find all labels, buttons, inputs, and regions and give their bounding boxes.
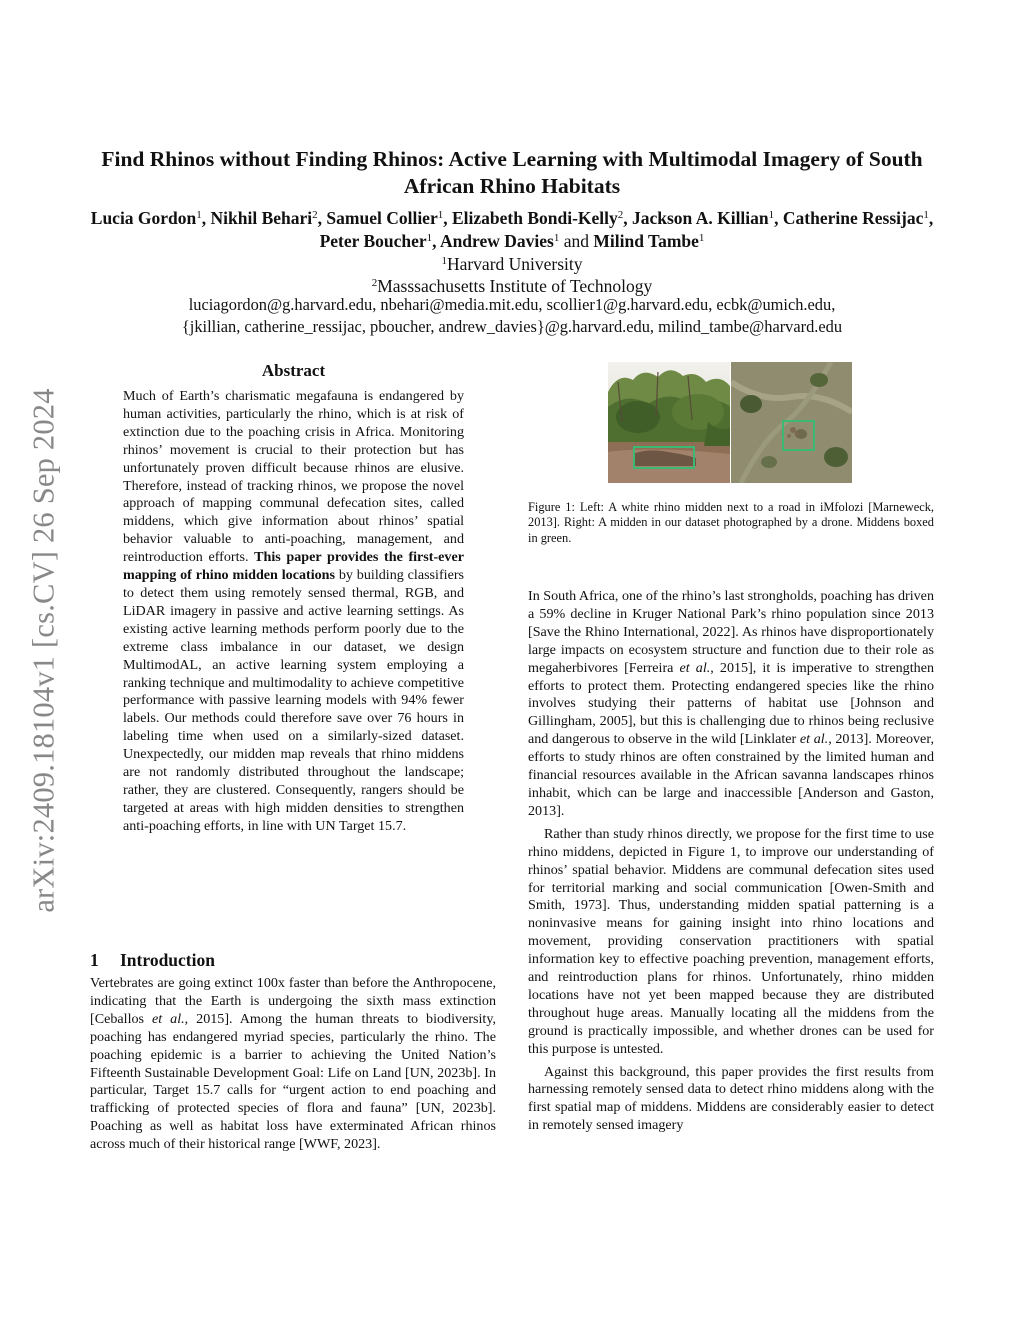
affil-marker: 1 — [441, 255, 447, 267]
affil-marker: 1 — [196, 209, 202, 221]
midden-box-left — [633, 446, 695, 469]
author-list: Lucia Gordon$^1$, Nikhil Behari$^2$, Samuel Collier$^1$, Elizabeth Bondi-Kelly$^2$, Jackson A. Killian$^1$, Catherine Ressijac$^1$, Peter Boucher$^1$, Andrew Davies$^1$ and Milind Tambe$^1$ — [90, 208, 934, 251]
midden-box-right — [782, 420, 815, 451]
midden-ground-photo — [608, 362, 730, 483]
right-paragraph-2: Rather than study rhinos directly, we propose for the first time to use rhino middens, depicted in Figure 1, to improve our understanding of rhinos’ spatial behavior. Middens are communal defecation sites used for territorial marking and social communication [Owen-Smith and Smith, 1973]. Thus, understanding midden spatial patterning is a noninvasive means for gaining insight into rhino locations and movement, providing conservation practitioners with spatial information key to effective poaching prevention, management efforts, and reintroduction plans for rhinos. Unfortunately, rhino midden locations have not yet been mapped because they are distributed throughout huge areas. Manually locating all the middens from the ground is practically impossible, and whether drones can be used for this purpose is untested. — [528, 825, 934, 1057]
midden-drone-photo — [731, 362, 852, 483]
author-davies: Andrew Davies — [439, 231, 554, 251]
intro-text-2: , 2015]. Among the human threats to biodiversity, poaching has endangered myriad species, particularly the rhino. The poaching epidemic is a barrier to achieving the United Nation’s Fifteenth Sustainable Development Goal: Life on Land [UN, 2023b]. In particular, Target 15.7 calls for “urgent action to end poaching and trafficking of protected species of flora and fauna” [UN, 2023b]. Poaching as well as habitat loss have exterminated African rhinos across much of their historical range [WWF, 2023]. — [90, 1010, 496, 1153]
right-text-2: , 2015], it is imperative to strengthen efforts to protect them. Protecting endangered species like the rhino involves studying their patterns of habitat use [Johnson and Gillingham, 2005], but this is challenging due to rhinos being reclusive and dangerous to observe in the wild [Linklater — [528, 659, 934, 748]
right-paragraph-1 — [528, 588, 934, 821]
affil-marker: 2 — [312, 209, 318, 221]
intro-paragraph — [90, 975, 496, 1154]
affil-marker: 2 — [617, 209, 624, 221]
author-tambe: Milind Tambe — [593, 231, 699, 251]
affiliation-1 — [86, 253, 938, 275]
author-killian: Jackson A. Killian — [632, 208, 769, 228]
figure-1 — [608, 362, 852, 483]
et-al: et al. — [152, 1010, 185, 1027]
abstract-heading: Abstract — [261, 361, 326, 380]
author-collier: Samuel Collier — [326, 208, 438, 228]
affil-marker: 1 — [553, 232, 560, 244]
email-line-2: {jkillian, catherine_ressijac, pboucher, andrew_davies}@g.harvard.edu, milind_tambe@harvard.edu — [181, 317, 843, 336]
affil-marker: 1 — [698, 232, 705, 244]
affil-marker: 1 — [426, 232, 433, 244]
author-ressijac: Catherine Ressijac — [782, 208, 924, 228]
abstract-text-1: Much of Earth’s charismatic megafauna is endangered by human activities, particularly the rhino, which is at risk of extinction due to the poaching crisis in Africa. Monitoring rhinos’ movement is crucial to their protection but has unfortunately proven difficult because rhinos are elusive. Therefore, instead of tracking rhinos, we propose the novel approach of mapping communal defecation sites, called middens, which give information about rhinos’ spatial behavior valuable to anti-poaching, management, and reintroduction efforts. — [123, 388, 464, 566]
author-emails — [86, 294, 938, 338]
right-text-3: , 2013]. Moreover, efforts to study rhinos are often constrained by the limited human and financial resources available in the African savanna landscapes rhinos inhabit, which can be large and inaccessible [Anderson and Gaston, 2013]. — [528, 731, 934, 819]
abstract-body — [123, 388, 464, 836]
author-behari: Nikhil Behari — [210, 208, 313, 228]
right-paragraph-3: Against this background, this paper provides the first results from harnessing remotely sensed data to detect rhino middens along with the first spatial map of middens. Middens are considerably easier to detect in remotely sensed imagery — [528, 1063, 934, 1134]
affiliation-2-name: Masssachusetts Institute of Technology — [377, 276, 653, 296]
and-word: and — [563, 231, 590, 251]
right-text-1: In South Africa, one of the rhino’s last strongholds, poaching has driven a 59% decline in Kruger National Park’s rhino population since 2013 [Save the Rhino International, 2022]. As rhinos have disproportionately large impacts on ecosystem structure and function due to their role as megaherbivores [Ferreira — [528, 588, 934, 676]
author-boucher: Peter Boucher — [319, 231, 427, 251]
arxiv-id: arXiv:2409.18104v1 [cs.CV] 26 Sep 2024 — [26, 387, 61, 913]
paper-title: Find Rhinos without Finding Rhinos: Active Learning with Multimodal Imagery of South African Rhino Habitats — [101, 147, 923, 198]
author-gordon: Lucia Gordon — [90, 208, 197, 228]
section-heading-introduction — [90, 950, 215, 971]
intro-text-1: Vertebrates are going extinct 100x faster than before the Anthropocene, indicating that the Earth is undergoing the sixth mass extinction [Ceballos — [90, 975, 496, 1027]
arxiv-stamp — [21, 355, 67, 945]
abstract-bold-claim: This paper provides the first-ever mapping of rhino midden locations — [123, 549, 464, 584]
right-column — [528, 588, 934, 1140]
et-al: et al. — [799, 731, 829, 748]
author-bondi-kelly: Elizabeth Bondi-Kelly — [451, 208, 618, 228]
section-title: Introduction — [120, 950, 215, 970]
affiliation-1-name: Harvard University — [446, 254, 583, 274]
section-number: 1 — [90, 950, 99, 970]
affil-marker: 1 — [923, 209, 929, 221]
affil-marker: 1 — [768, 209, 775, 221]
abstract-text-2: by building classifiers to detect them using remotely sensed thermal, RGB, and LiDAR imagery in passive and active learning settings. As existing active learning methods perform poorly due to the extreme class imbalance in our dataset, we design MultimodAL, an active learning system employing a ranking technique and multimodality to achieve competitive performance with passive learning models with 94% fewer labels. Our methods could therefore save over 76 hours in labeling time when used on a similarly-sized dataset. Unexpectedly, our midden map reveals that rhino middens are not randomly distributed throughout the landscape; rather, they are clustered. Consequently, rangers should be targeted at areas with high midden densities to strengthen anti-poaching efforts, in line with UN Target 15.7. — [123, 567, 464, 834]
affil-marker: 1 — [437, 209, 444, 221]
affil-marker: 2 — [371, 277, 378, 289]
et-al: et al. — [679, 659, 711, 676]
email-line-1: luciagordon@g.harvard.edu, nbehari@media.mit.edu, scollier1@g.harvard.edu, ecbk@umich.edu, — [188, 295, 836, 314]
figure-1-caption: Figure 1: Left: A white rhino midden next to a road in iMfolozi [Marneweck, 2013]. Right: A midden in our dataset photographed by a drone. Middens boxed in green. — [528, 500, 934, 545]
